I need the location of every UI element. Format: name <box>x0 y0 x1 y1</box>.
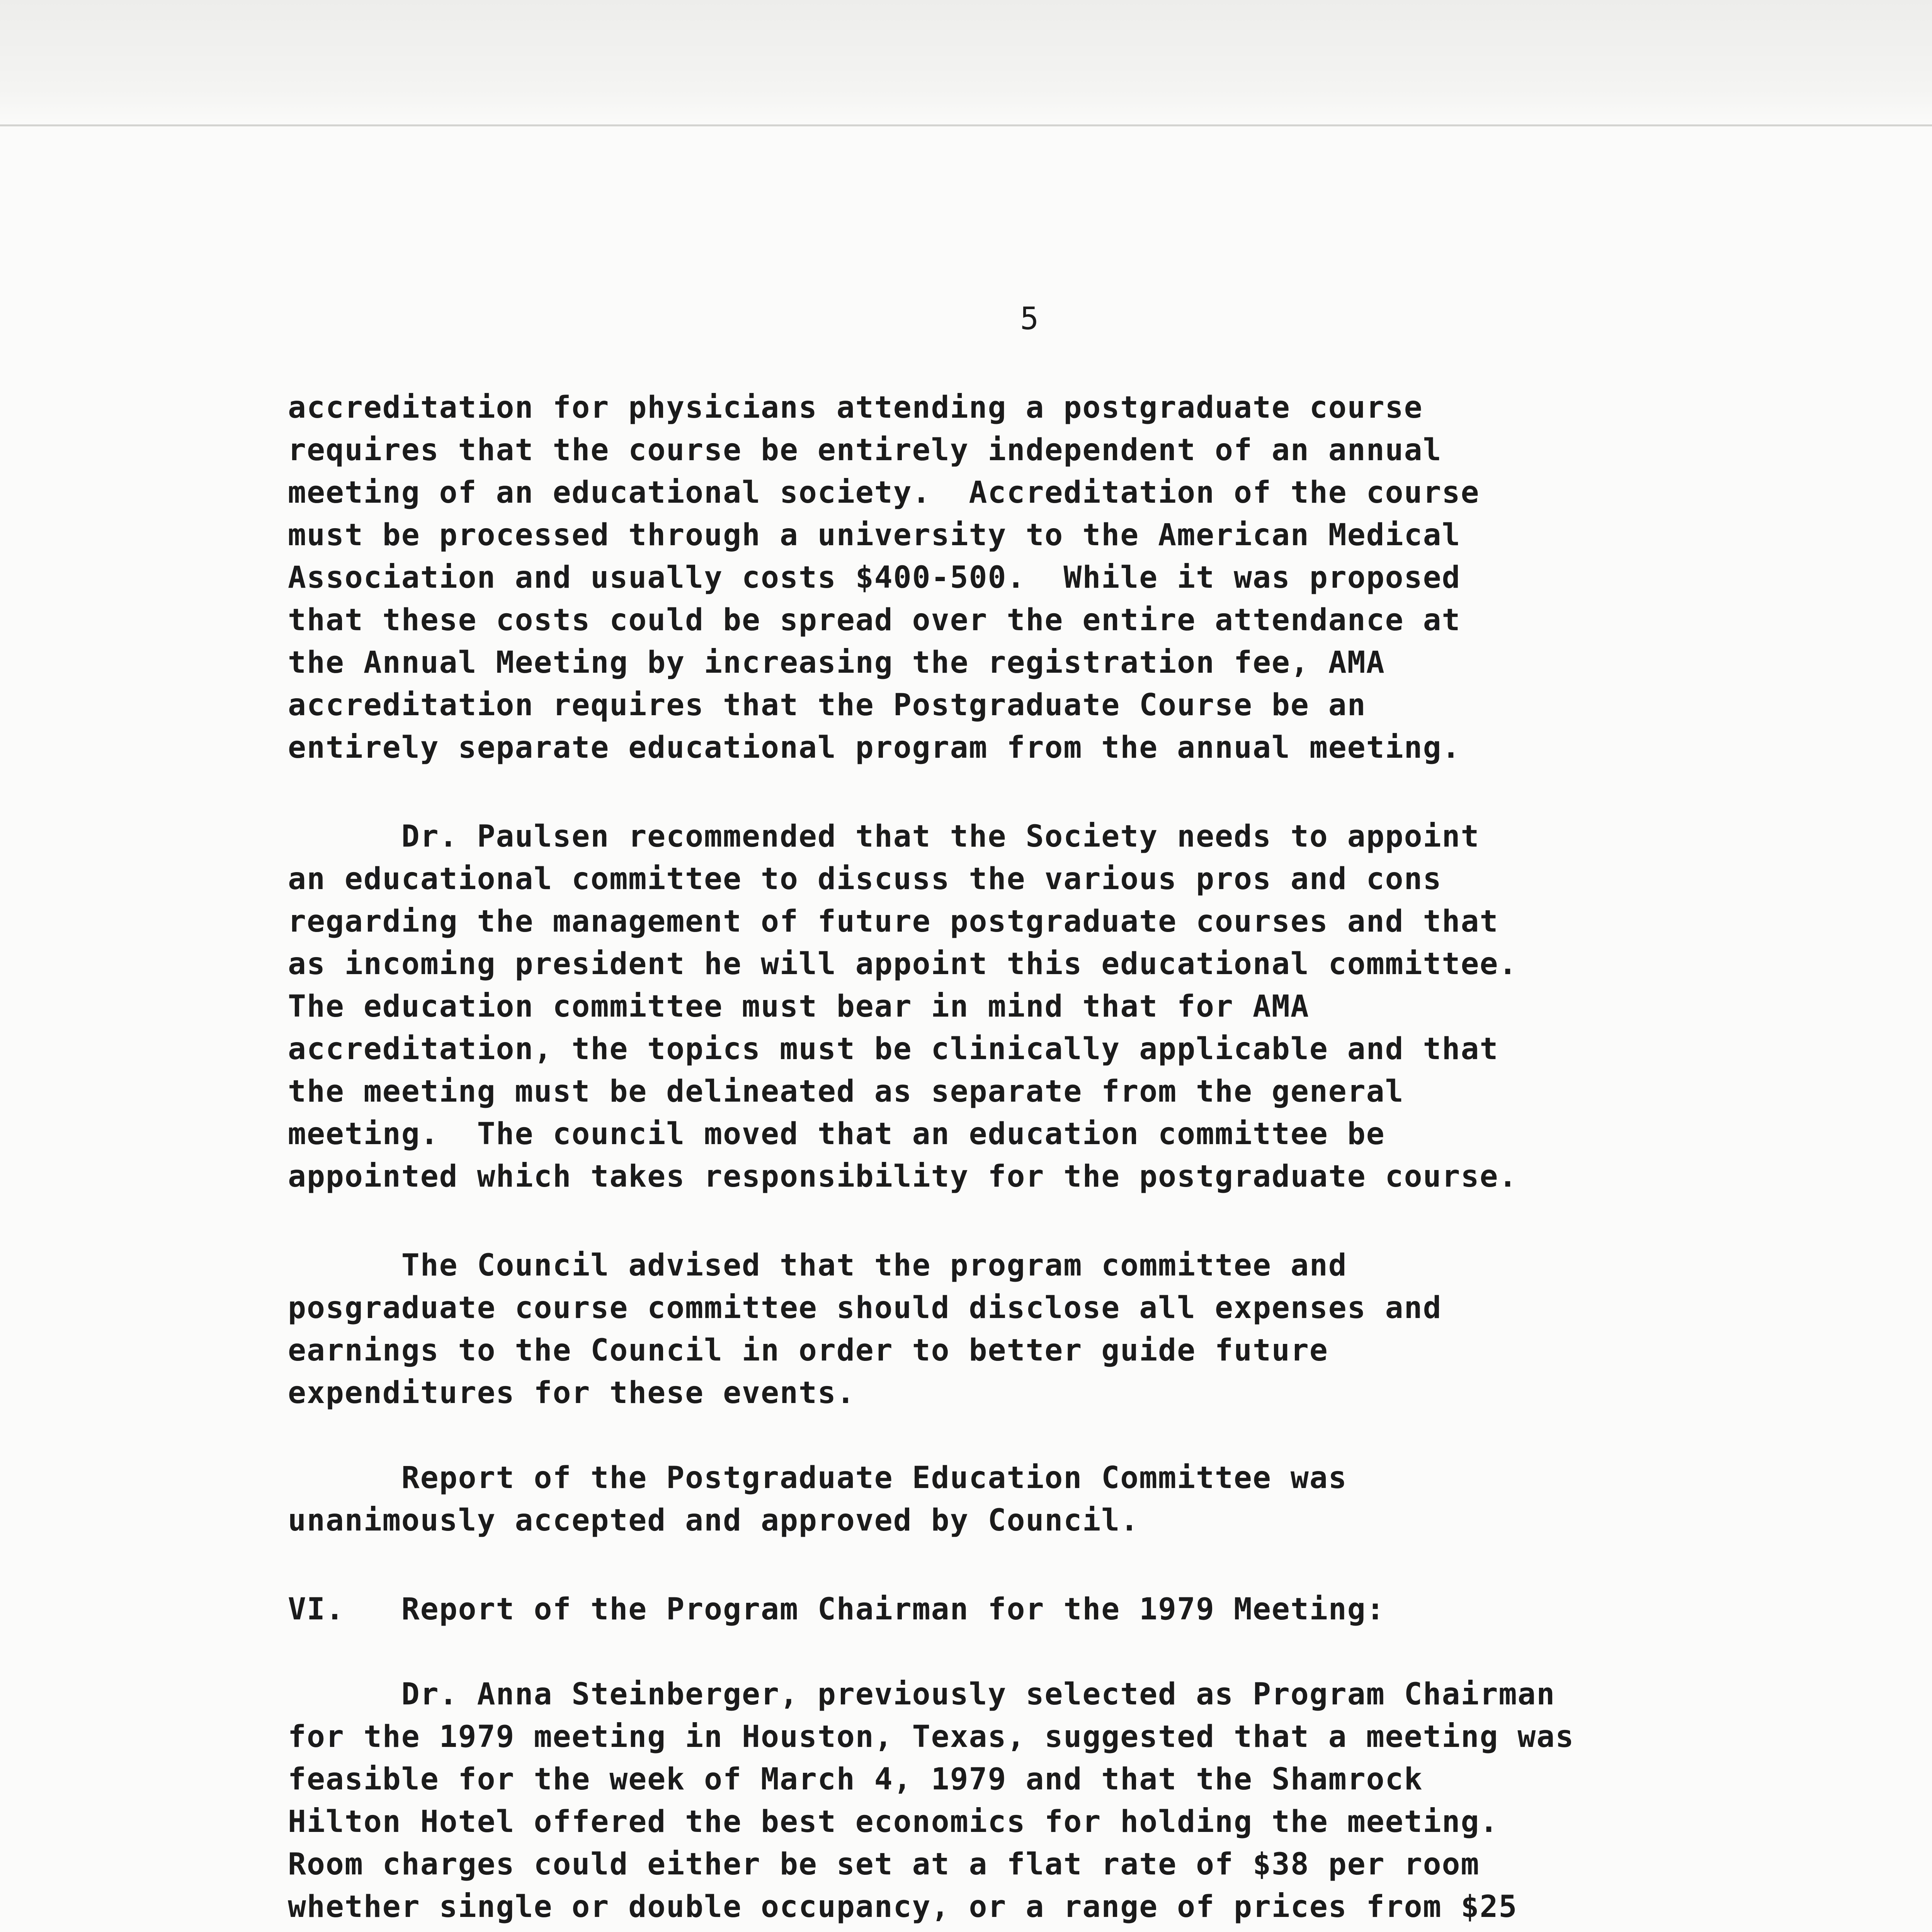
text-line: accreditation requires that the Postgraduate Course be an <box>288 688 1366 723</box>
text-line: unanimously accepted and approved by Council. <box>288 1503 1139 1538</box>
text-line: meeting of an educational society. Accreditation of the course <box>288 475 1480 510</box>
text-line: VI. Report of the Program Chairman for the 1979 Meeting: <box>288 1592 1385 1627</box>
text-line: the Annual Meeting by increasing the registration fee, AMA <box>288 645 1385 680</box>
text-line: accreditation for physicians attending a postgraduate course <box>288 390 1423 425</box>
paragraph-accreditation <box>288 386 1480 769</box>
text-line: as incoming president he will appoint this educational committee. <box>288 947 1518 981</box>
text-line: appointed which takes responsibility for the postgraduate course. <box>288 1159 1518 1194</box>
text-line: entirely separate educational program from the annual meeting. <box>288 730 1461 765</box>
text-line: requires that the course be entirely independent of an annual <box>288 433 1442 468</box>
text-line: earnings to the Council in order to better guide future <box>288 1333 1328 1368</box>
text-line: must be processed through a university to the American Medical <box>288 518 1461 553</box>
text-line: Association and usually costs $400-500. While it was proposed <box>288 560 1461 595</box>
text-line: Dr. Anna Steinberger, previously selected as Program Chairman <box>288 1677 1556 1712</box>
text-line: accreditation, the topics must be clinically applicable and that <box>288 1032 1499 1066</box>
text-line: that these costs could be spread over the entire attendance at <box>288 603 1461 638</box>
text-line: The education committee must bear in mind that for AMA <box>288 989 1310 1024</box>
paragraph-report-accepted <box>288 1457 1347 1542</box>
text-line: Room charges could either be set at a flat rate of $38 per room <box>288 1847 1480 1882</box>
paragraph-paulsen-recommendation <box>288 815 1517 1198</box>
section-heading-program-chairman <box>288 1588 1385 1631</box>
text-line: the meeting must be delineated as separate from the general <box>288 1074 1404 1109</box>
text-line: posgraduate course committee should disclose all expenses and <box>288 1291 1442 1325</box>
text-line: expenditures for these events. <box>288 1376 855 1410</box>
text-line: whether single or double occupancy, or a range of prices from $25 <box>288 1889 1518 1924</box>
text-line: an educational committee to discuss the various pros and cons <box>288 862 1442 896</box>
paragraph-council-advice <box>288 1244 1442 1414</box>
text-line: for the 1979 meeting in Houston, Texas, suggested that a meeting was <box>288 1719 1575 1754</box>
text-line: Report of the Postgraduate Education Committee was <box>288 1461 1347 1495</box>
page-number: 5 <box>1020 301 1040 337</box>
paragraph-steinberger-report <box>288 1673 1574 1932</box>
text-line: feasible for the week of March 4, 1979 and that the Shamrock <box>288 1762 1423 1797</box>
text-line: Hilton Hotel offered the best economics for holding the meeting. <box>288 1804 1499 1839</box>
text-line: meeting. The council moved that an education committee be <box>288 1117 1385 1151</box>
text-line: regarding the management of future postgraduate courses and that <box>288 904 1499 939</box>
text-line: The Council advised that the program committee and <box>288 1248 1347 1283</box>
text-line: Dr. Paulsen recommended that the Society needs to appoint <box>288 819 1480 854</box>
